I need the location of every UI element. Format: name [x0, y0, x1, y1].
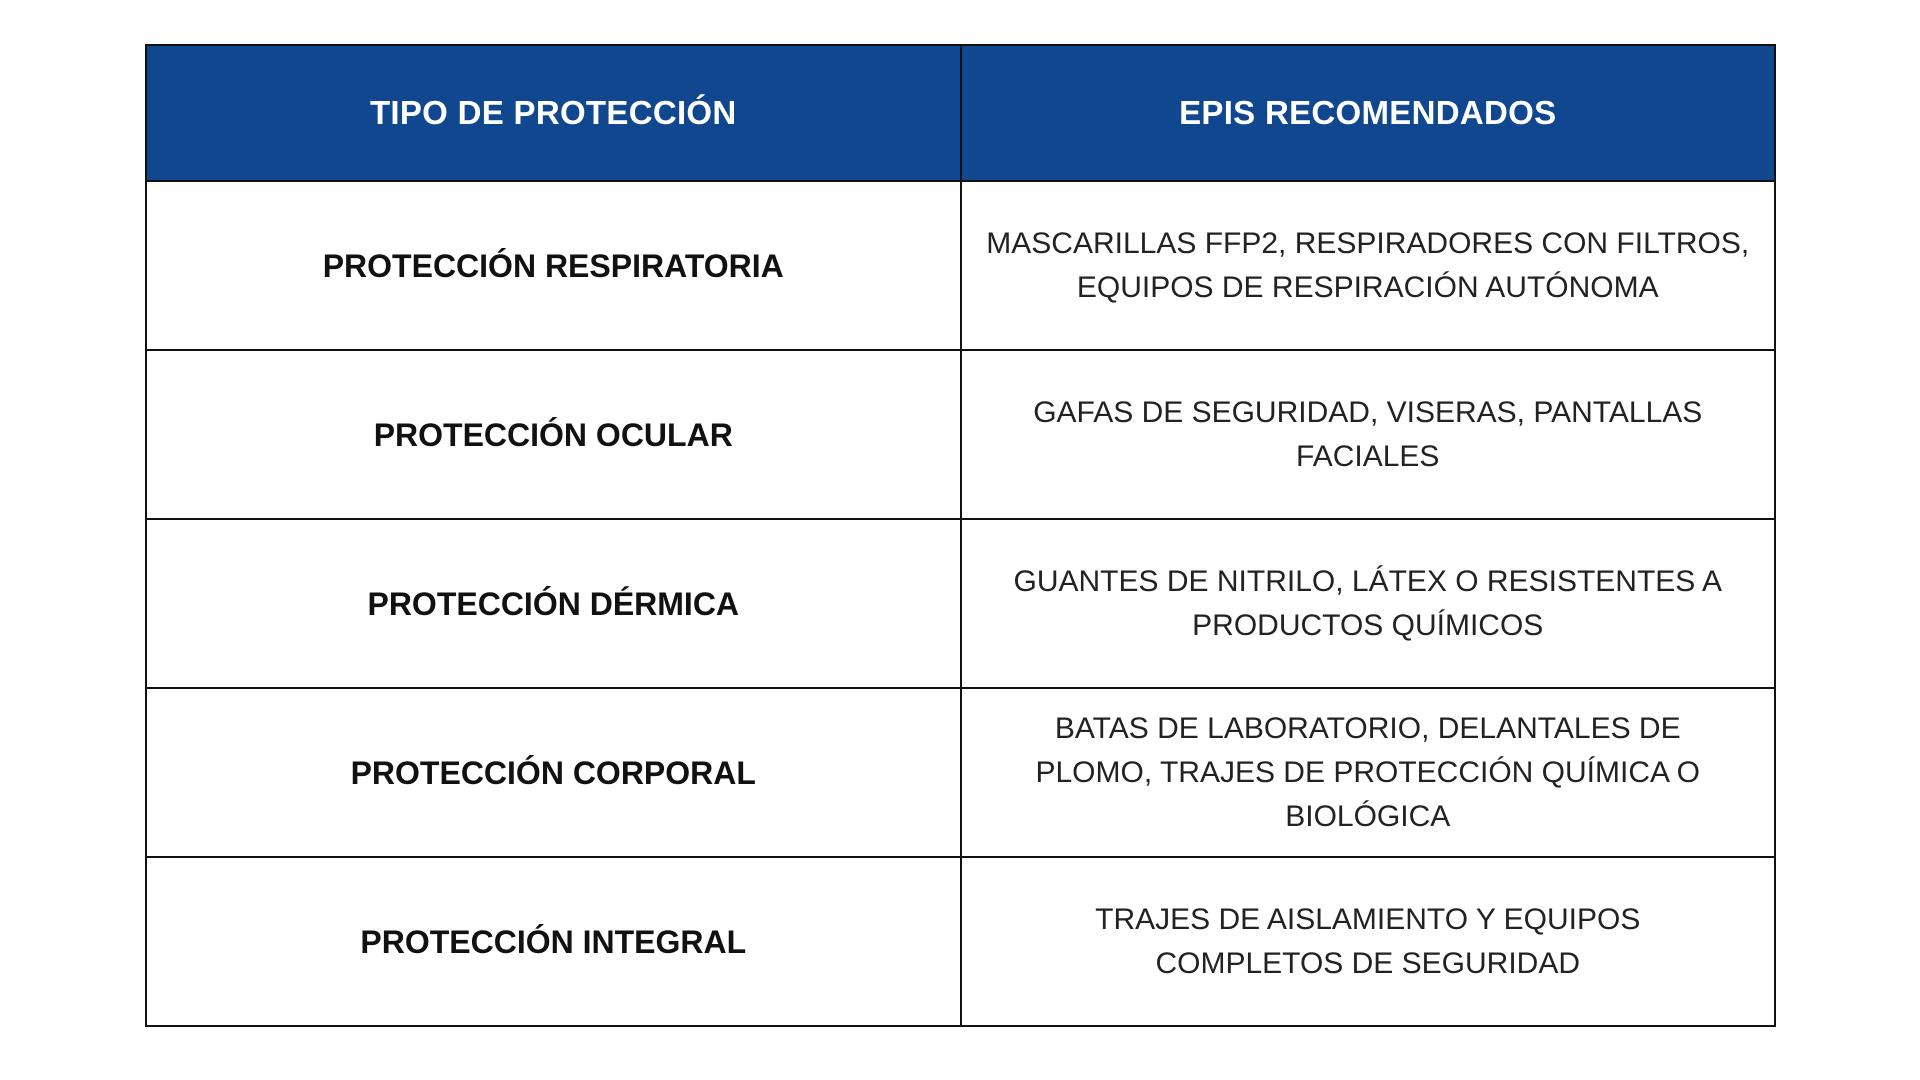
- epis-table: [145, 44, 1776, 1027]
- table-header-row: [146, 45, 1775, 181]
- table-row: [146, 181, 1775, 350]
- cell-type: PROTECCIÓN OCULAR: [146, 350, 961, 519]
- cell-epis: BATAS DE LABORATORIO, DELANTALES DE PLOMO, TRAJES DE PROTECCIÓN QUÍMICA O BIOLÓGICA: [961, 688, 1776, 857]
- cell-type: PROTECCIÓN INTEGRAL: [146, 857, 961, 1026]
- table-row: [146, 857, 1775, 1026]
- cell-epis: GAFAS DE SEGURIDAD, VISERAS, PANTALLAS FACIALES: [961, 350, 1776, 519]
- cell-epis: GUANTES DE NITRILO, LÁTEX O RESISTENTES A PRODUCTOS QUÍMICOS: [961, 519, 1776, 688]
- cell-epis: MASCARILLAS FFP2, RESPIRADORES CON FILTROS, EQUIPOS DE RESPIRACIÓN AUTÓNOMA: [961, 181, 1776, 350]
- cell-type: PROTECCIÓN RESPIRATORIA: [146, 181, 961, 350]
- cell-type: PROTECCIÓN DÉRMICA: [146, 519, 961, 688]
- table-row: [146, 688, 1775, 857]
- header-epis: EPIS RECOMENDADOS: [961, 45, 1776, 181]
- header-tipo: TIPO DE PROTECCIÓN: [146, 45, 961, 181]
- cell-epis: TRAJES DE AISLAMIENTO Y EQUIPOS COMPLETOS DE SEGURIDAD: [961, 857, 1776, 1026]
- table-row: [146, 350, 1775, 519]
- table-row: [146, 519, 1775, 688]
- cell-type: PROTECCIÓN CORPORAL: [146, 688, 961, 857]
